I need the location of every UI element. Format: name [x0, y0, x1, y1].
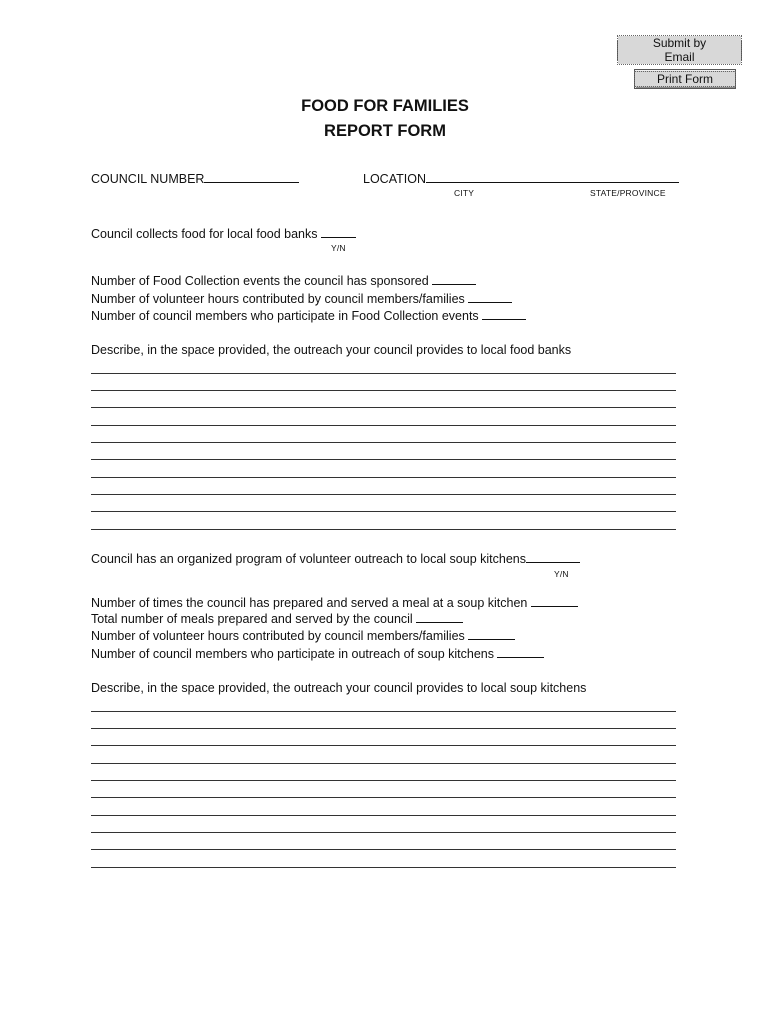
fb-members-field[interactable]: [482, 308, 526, 320]
location-label: LOCATION: [363, 172, 426, 186]
collects-food-yn-caption: Y/N: [331, 243, 346, 253]
collects-food-label: Council collects food for local food banks: [91, 227, 318, 241]
council-number-field[interactable]: [204, 171, 299, 183]
times-row: [91, 595, 578, 611]
fb-describe-line[interactable]: [91, 529, 676, 530]
sk-describe-line[interactable]: [91, 832, 676, 833]
times-field[interactable]: [531, 595, 578, 607]
council-number-row: [91, 171, 299, 187]
program-row: [91, 551, 580, 567]
council-number-label: COUNCIL NUMBER: [91, 172, 205, 186]
fb-describe-line[interactable]: [91, 442, 676, 443]
sk-describe-label: Describe, in the space provided, the outreach your council provides to local soup kitchens: [91, 681, 587, 695]
meals-label: Total number of meals prepared and served by the council: [91, 612, 413, 626]
form-title-line2: REPORT FORM: [324, 122, 446, 140]
fb-describe-line[interactable]: [91, 373, 676, 374]
program-yn-caption: Y/N: [554, 569, 569, 579]
sk-describe-line[interactable]: [91, 867, 676, 868]
form-title-line1: FOOD FOR FAMILIES: [301, 97, 469, 115]
sk-hours-field[interactable]: [468, 628, 515, 640]
sk-describe-line[interactable]: [91, 711, 676, 712]
sk-describe-line[interactable]: [91, 849, 676, 850]
times-label: Number of times the council has prepared and served a meal at a soup kitchen: [91, 596, 528, 610]
fb-hours-row: [91, 291, 512, 307]
location-field[interactable]: [426, 171, 679, 183]
collects-food-field[interactable]: [321, 226, 356, 238]
fb-describe-line[interactable]: [91, 511, 676, 512]
meals-row: [91, 611, 463, 627]
fb-describe-line[interactable]: [91, 390, 676, 391]
program-label: Council has an organized program of volunteer outreach to local soup kitchens: [91, 552, 526, 566]
sk-describe-line[interactable]: [91, 763, 676, 764]
fb-describe-line[interactable]: [91, 459, 676, 460]
fb-members-label: Number of council members who participate in Food Collection events: [91, 309, 479, 323]
sk-members-label: Number of council members who participate in outreach of soup kitchens: [91, 647, 494, 661]
sk-describe-line[interactable]: [91, 797, 676, 798]
fb-describe-line[interactable]: [91, 477, 676, 478]
fb-members-row: [91, 308, 526, 324]
fb-hours-label: Number of volunteer hours contributed by council members/families: [91, 292, 465, 306]
fb-describe-line[interactable]: [91, 425, 676, 426]
fb-describe-label: Describe, in the space provided, the outreach your council provides to local food banks: [91, 343, 572, 357]
sk-describe-line[interactable]: [91, 815, 676, 816]
sk-members-row: [91, 646, 544, 662]
meals-field[interactable]: [416, 611, 463, 623]
events-field[interactable]: [432, 273, 476, 285]
sk-describe-line[interactable]: [91, 745, 676, 746]
sk-describe-line[interactable]: [91, 728, 676, 729]
state-province-caption: STATE/PROVINCE: [590, 188, 666, 198]
sk-hours-label: Number of volunteer hours contributed by council members/families: [91, 629, 465, 643]
print-form-button[interactable]: [634, 69, 736, 89]
sk-describe-line[interactable]: [91, 780, 676, 781]
fb-hours-field[interactable]: [468, 291, 512, 303]
program-field[interactable]: [526, 551, 580, 563]
events-label: Number of Food Collection events the council has sponsored: [91, 274, 429, 288]
fb-describe-line[interactable]: [91, 494, 676, 495]
location-row: [363, 171, 679, 187]
submit-by-email-button[interactable]: [617, 36, 742, 64]
sk-members-field[interactable]: [497, 646, 544, 658]
collects-food-row: [91, 226, 356, 242]
sk-hours-row: [91, 628, 515, 644]
events-row: [91, 273, 476, 289]
city-caption: CITY: [454, 188, 475, 198]
fb-describe-line[interactable]: [91, 407, 676, 408]
submit-by-email-label: Submit by Email: [618, 36, 741, 64]
print-form-label: Print Form: [635, 72, 735, 86]
